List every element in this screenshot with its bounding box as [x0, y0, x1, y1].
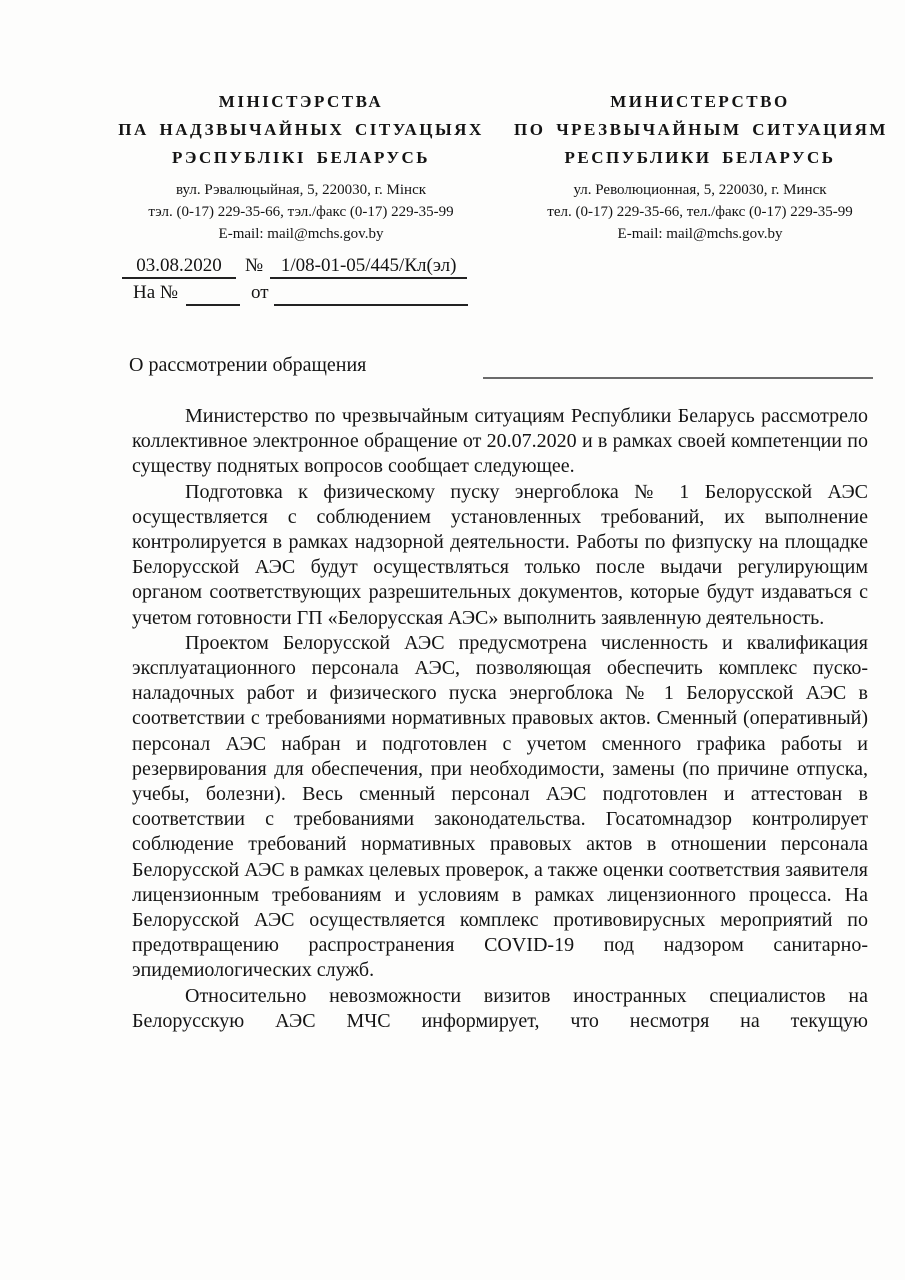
- body-paragraph-truncated: Относительно невозможности визитов иностранных специалистов на Белорусскую АЭС МЧС информирует, что несмотря на текущую: [132, 984, 868, 1032]
- org-name-belarusian: [117, 88, 485, 172]
- outgoing-number-field: 1/08-01-05/445/Кл(эл): [270, 253, 467, 279]
- incoming-reference-row: [0, 280, 905, 306]
- letterhead-russian: [514, 88, 886, 245]
- org-name-line: РЭСПУБЛІКІ БЕЛАРУСЬ: [172, 148, 430, 167]
- org-name-line: МИНИСТЕРСТВО: [610, 92, 790, 111]
- org-address-russian: [514, 179, 886, 245]
- address-line: E-mail: mail@mchs.gov.by: [617, 226, 783, 242]
- org-name-russian: [514, 88, 886, 172]
- org-name-line: МІНІСТЭРСТВА: [218, 92, 384, 111]
- letterhead: [0, 0, 905, 245]
- addressee-underline: [483, 376, 873, 379]
- reference-block: [0, 253, 905, 306]
- org-name-line: РЕСПУБЛИКИ БЕЛАРУСЬ: [564, 148, 836, 167]
- address-line: E-mail: mail@mchs.gov.by: [218, 226, 384, 242]
- body-paragraph: Подготовка к физическому пуску энергоблока № 1 Белорусской АЭС осуществляется с соблюдением установленных требований, их выполнение контролируется в рамках надзорной деятельности. Работы по физпуску на площадке Белорусской АЭС будут осуществляться только после выдачи регулирующим органом соответствующих разрешительных документов, которые будут издаваться с учетом готовности ГП «Белорусская АЭС» выполнить заявленную деятельность.: [132, 480, 868, 629]
- from-label: от: [251, 282, 269, 303]
- subject-row: [129, 353, 873, 378]
- letterhead-belarusian: [117, 88, 485, 245]
- body-paragraph: Проектом Белорусской АЭС предусмотрена численность и квалификация эксплуатационного персонала АЭС, позволяющая обеспечить комплекс пуско-наладочных работ и физического пуска энергоблока № 1 Белорусской АЭС в соответствии с требованиями нормативных правовых актов. Сменный (оперативный) персонал АЭС набран и подготовлен с учетом сменного графика работы и резервирования для обеспечения, при необходимости, замены (по причине отпуска, учебы, болезни). Весь сменный персонал АЭС подготовлен и аттестован в соответствии с требованиями законодательства. Госатомнадзор контролирует соблюдение требований нормативных правовых актов в отношении персонала Белорусской АЭС в рамках целевых проверок, а также оценки соответствия заявителя лицензионным требованиям и условиям в рамках лицензионного процесса. На Белорусской АЭС осуществляется комплекс противовирусных мероприятий по предотвращению распространения COVID-19 под надзором санитарно-эпидемиологических служб.: [132, 631, 868, 982]
- address-line: тел. (0-17) 229-35-66, тел./факс (0-17) 229-35-99: [547, 204, 853, 220]
- reply-to-label: На №: [133, 282, 179, 303]
- body-paragraph: Министерство по чрезвычайным ситуациям Республики Беларусь рассмотрело коллективное электронное обращение от 20.07.2020 и в рамках своей компетенции по существу поднятых вопросов сообщает следующее.: [132, 405, 868, 478]
- reply-date-field: [274, 282, 468, 306]
- outgoing-reference-row: [0, 253, 905, 279]
- subject-line: О рассмотрении обращения: [129, 354, 367, 376]
- org-name-line: ПО ЧРЕЗВЫЧАЙНЫМ СИТУАЦИЯМ: [514, 120, 888, 139]
- address-line: тэл. (0-17) 229-35-66, тэл./факс (0-17) 229-35-99: [148, 204, 454, 220]
- number-label: №: [245, 255, 264, 276]
- org-address-belarusian: [117, 179, 485, 245]
- reply-number-field: [186, 282, 240, 306]
- outgoing-date-field: 03.08.2020: [122, 253, 236, 279]
- letter-body: [132, 404, 868, 1034]
- address-line: ул. Революционная, 5, 220030, г. Минск: [573, 182, 827, 198]
- org-name-line: ПА НАДЗВЫЧАЙНЫХ СІТУАЦЫЯХ: [118, 120, 484, 139]
- address-line: вул. Рэвалюцыйная, 5, 220030, г. Мінск: [175, 182, 427, 198]
